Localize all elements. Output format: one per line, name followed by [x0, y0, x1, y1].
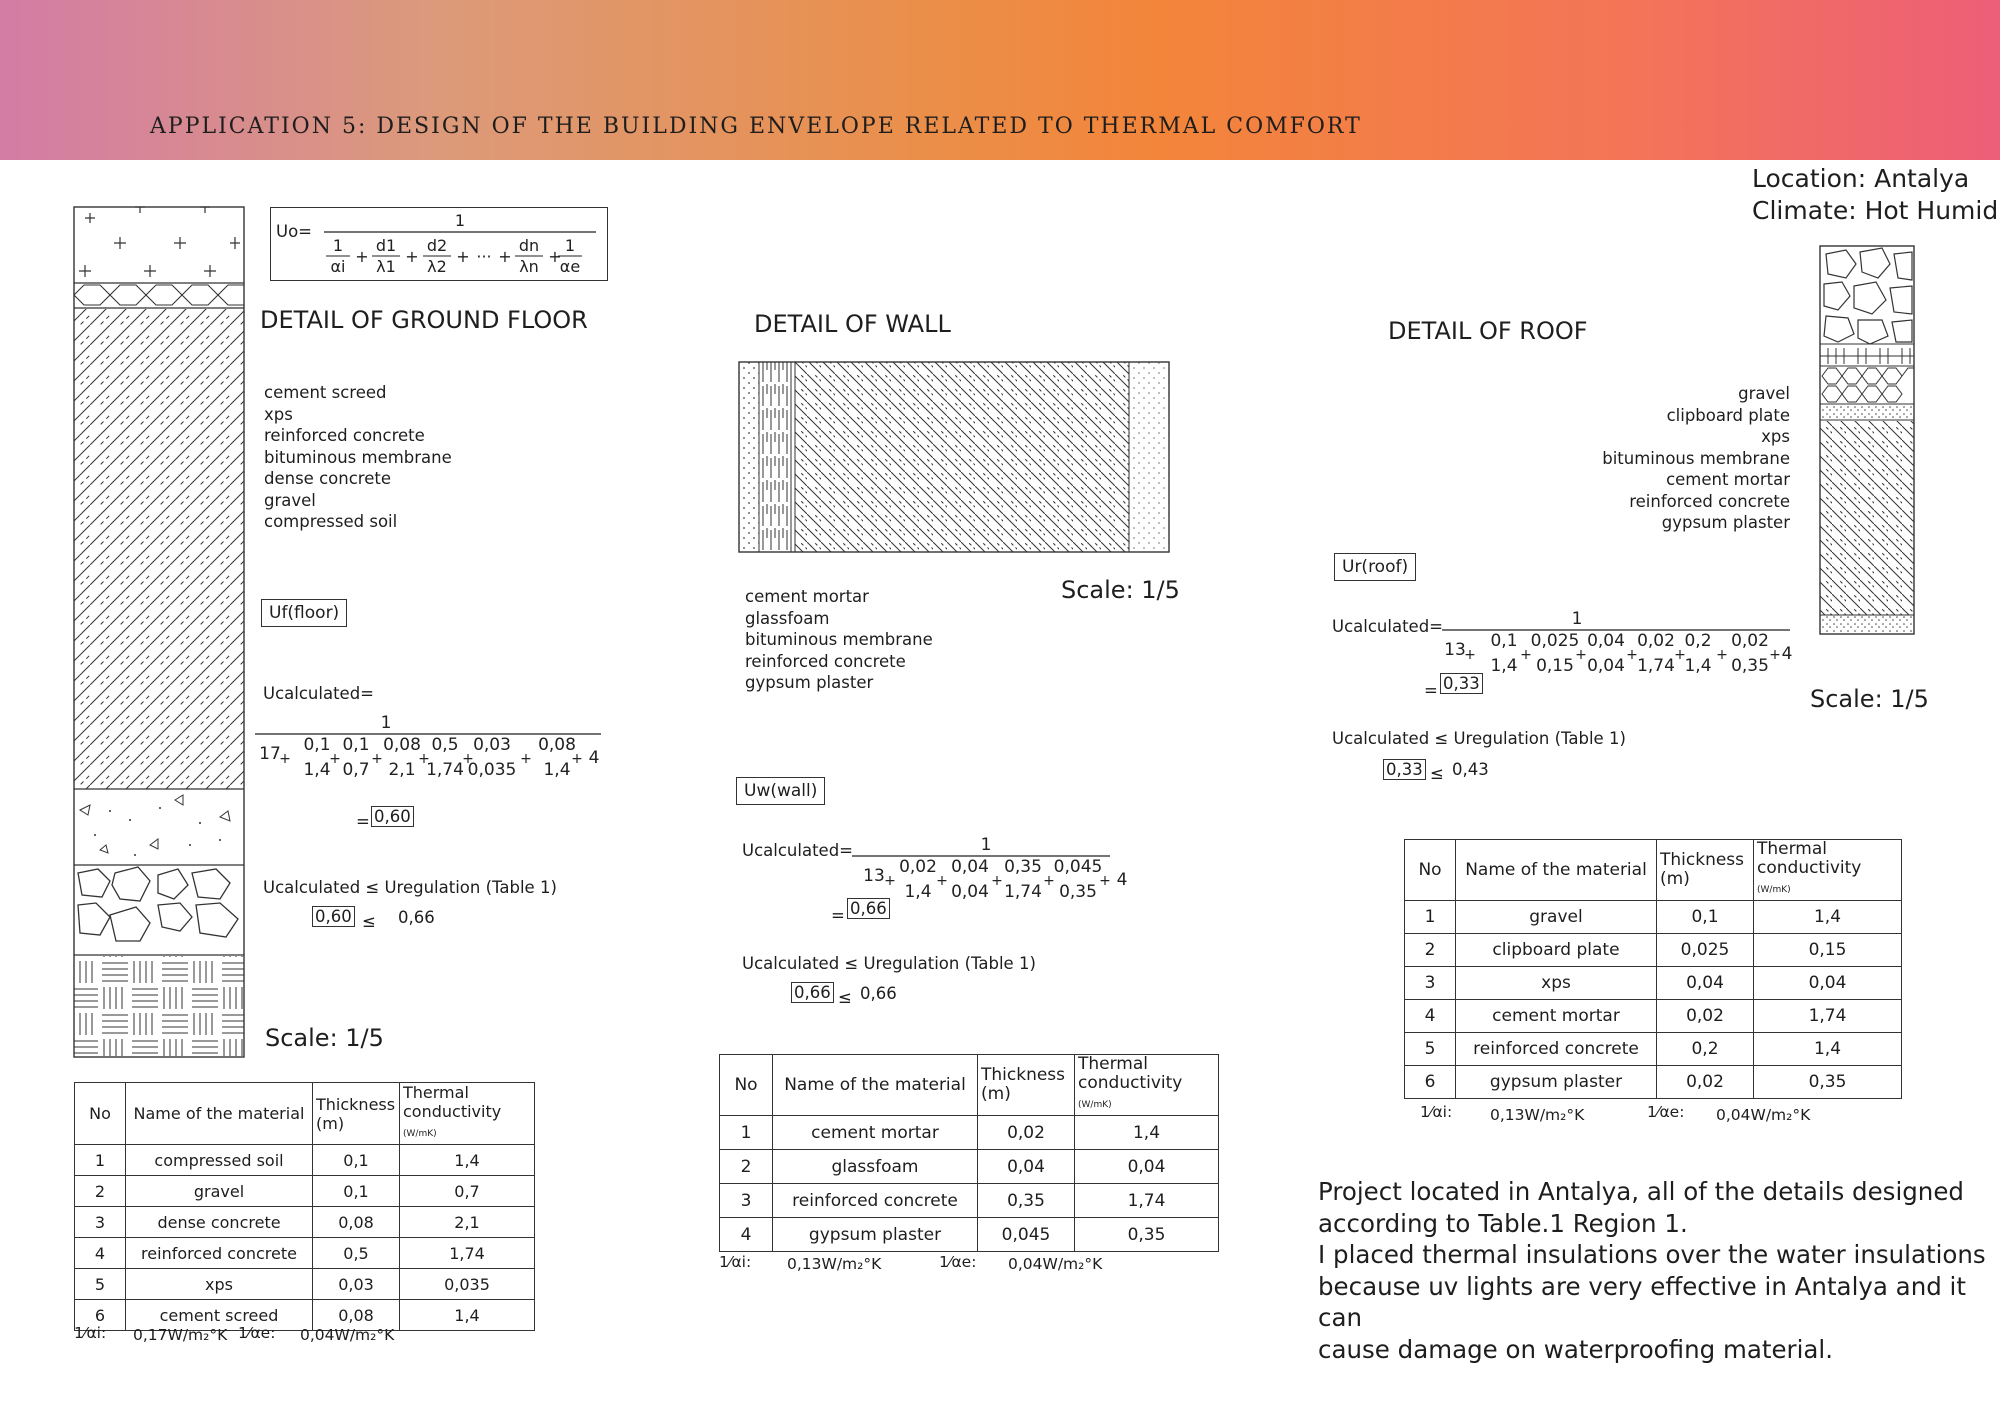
table-cell: 0,035 [400, 1269, 535, 1300]
roof-u-label: Ur(roof) [1334, 553, 1416, 581]
floor-eq-numerator: 1 [380, 713, 392, 733]
table-cell: 6 [1405, 1066, 1456, 1099]
roof-ae-value: 0,04W/m₂°K [1716, 1106, 1811, 1124]
roof-ae-label: 1⁄αe: [1647, 1103, 1685, 1121]
table-row [720, 1150, 1219, 1184]
table-cell: gravel [126, 1176, 313, 1207]
table-cell: 1,74 [1075, 1184, 1219, 1218]
table-cell: 0,5 [313, 1238, 400, 1269]
wall-ai-label: 1⁄αi: [719, 1253, 752, 1271]
wall-compare-label: Ucalculated ≤ Uregulation (Table 1) [742, 954, 1036, 973]
wall-regulation: 0,66 [860, 984, 897, 1003]
table-row [75, 1269, 535, 1300]
table-cell: 0,1 [313, 1176, 400, 1207]
formula-term-2-num: d1 [375, 236, 397, 255]
roof-eq-d2: 0,15 [1536, 656, 1574, 676]
table-cell: 0,02 [1657, 1066, 1754, 1099]
table-cell: 5 [1405, 1033, 1456, 1066]
table-cell: compressed soil [126, 1145, 313, 1176]
table-cell: reinforced concrete [1456, 1033, 1657, 1066]
note-line: because uv lights are very effective in Antalya and it can [1318, 1271, 1966, 1332]
wall-eq-d4: 0,35 [1059, 882, 1097, 902]
roof-result-equals: = [1424, 681, 1438, 700]
table-cell: 0,1 [313, 1145, 400, 1176]
unit-label: (W/mK) [403, 1129, 437, 1139]
table-cell: 0,08 [313, 1207, 400, 1238]
floor-ai-value: 0,17W/m₂°K [133, 1326, 228, 1344]
table-row [720, 1218, 1219, 1252]
table-cell: 6 [75, 1300, 126, 1331]
floor-eq-constant: 17 [259, 744, 281, 764]
wall-eq-n1: 0,02 [899, 857, 937, 877]
col-header-thickness: Thickness (m) [978, 1055, 1075, 1116]
wall-eq-d1: 1,4 [904, 882, 932, 902]
table-row [75, 1238, 535, 1269]
wall-result-equals: = [831, 906, 845, 925]
svg-text:+: + [1043, 873, 1055, 889]
svg-text:+: + [884, 873, 896, 889]
roof-section-drawing [1818, 244, 1918, 636]
wall-eq-n3: 0,35 [1004, 857, 1042, 877]
col-header-no: No [720, 1055, 773, 1116]
roof-eq-constant: 13 [1444, 640, 1466, 660]
floor-u-label: Uf(floor) [261, 599, 347, 627]
roof-eq-n3: 0,04 [1587, 631, 1625, 651]
formula-plus: + [355, 247, 369, 266]
col-header-name: Name of the material [773, 1055, 978, 1116]
wall-section-drawing [737, 360, 1173, 556]
climate-label: Climate: Hot Humid [1752, 196, 1999, 225]
table-row [75, 1207, 535, 1238]
project-note [1318, 1176, 2000, 1365]
roof-material-table [1404, 839, 1902, 1099]
wall-ae-label: 1⁄αe: [939, 1253, 977, 1271]
col-header-thickness: Thickness (m) [1657, 840, 1754, 901]
note-line: I placed thermal insulations over the water insulations [1318, 1240, 1986, 1269]
table-cell: glassfoam [773, 1150, 978, 1184]
wall-layer: reinforced concrete [745, 651, 906, 671]
floor-layer: cement screed [264, 383, 387, 402]
table-cell: reinforced concrete [126, 1238, 313, 1269]
roof-layer: bituminous membrane [1602, 448, 1790, 468]
formula-term-3-num: d2 [426, 236, 448, 255]
wall-eq-n2: 0,04 [951, 857, 989, 877]
svg-text:+: + [936, 873, 948, 889]
roof-result: 0,33 [1440, 673, 1483, 694]
roof-regulation: 0,43 [1452, 760, 1489, 779]
table-cell: 2,1 [400, 1207, 535, 1238]
formula-plus: + [456, 247, 470, 266]
table-cell: 0,08 [313, 1300, 400, 1331]
roof-compare-value: 0,33 [1383, 759, 1426, 780]
table-cell: 4 [1405, 1000, 1456, 1033]
svg-text:+: + [371, 751, 383, 767]
table-cell: 0,03 [313, 1269, 400, 1300]
roof-ucalc-label: Ucalculated= [1332, 617, 1443, 636]
floor-result-equals: = [356, 812, 370, 831]
svg-text:+: + [1520, 647, 1532, 663]
table-cell: 0,35 [1754, 1066, 1902, 1099]
table-cell: xps [126, 1269, 313, 1300]
table-cell: 0,045 [978, 1218, 1075, 1252]
wall-scale: Scale: 1/5 [1061, 576, 1180, 604]
table-cell: 2 [1405, 934, 1456, 967]
table-cell: 1 [1405, 901, 1456, 934]
table-cell: clipboard plate [1456, 934, 1657, 967]
wall-eq-numerator: 1 [980, 835, 992, 855]
svg-text:+: + [571, 751, 583, 767]
floor-eq-tail: 4 [588, 748, 600, 768]
roof-compare-label: Ucalculated ≤ Uregulation (Table 1) [1332, 729, 1626, 748]
roof-eq-n5: 0,2 [1684, 631, 1712, 651]
roof-layer-list [1540, 383, 1790, 534]
table-cell: 0,35 [978, 1184, 1075, 1218]
roof-layer: gypsum plaster [1661, 513, 1790, 532]
floor-compare-sign: ≤ [362, 912, 376, 931]
formula-term-n-den: λn [519, 257, 539, 276]
formula-term-n-num: dn [518, 236, 540, 255]
table-cell: cement mortar [773, 1116, 978, 1150]
wall-layer: glassfoam [745, 608, 830, 628]
table-cell: 2 [75, 1176, 126, 1207]
floor-eq-n1: 0,1 [303, 735, 331, 755]
table-cell: 3 [75, 1207, 126, 1238]
svg-text:+: + [462, 751, 474, 767]
floor-layer: compressed soil [264, 512, 398, 531]
table-cell: 1,4 [1754, 901, 1902, 934]
wall-eq-d3: 1,74 [1004, 882, 1042, 902]
floor-eq-d1: 1,4 [303, 760, 331, 780]
floor-eq-d6: 1,4 [543, 760, 571, 780]
wall-eq-d2: 0,04 [951, 882, 989, 902]
unit-label: (W/mK) [1078, 1100, 1112, 1110]
col-header-conductivity: Thermal conductivity (W/mK) [400, 1083, 535, 1145]
table-cell: gravel [1456, 901, 1657, 934]
table-cell: 0,025 [1657, 934, 1754, 967]
table-cell: reinforced concrete [773, 1184, 978, 1218]
svg-text:+: + [1769, 647, 1781, 663]
floor-material-table [74, 1082, 535, 1331]
floor-compare-label: Ucalculated ≤ Uregulation (Table 1) [263, 878, 557, 897]
floor-eq-n2: 0,1 [342, 735, 370, 755]
table-row [1405, 901, 1902, 934]
table-row [1405, 1066, 1902, 1099]
svg-text:+: + [279, 751, 291, 767]
table-cell: 1,74 [400, 1238, 535, 1269]
wall-ai-value: 0,13W/m₂°K [787, 1255, 882, 1273]
svg-text:+: + [520, 751, 532, 767]
table-cell: 4 [75, 1238, 126, 1269]
roof-eq-d6: 0,35 [1731, 656, 1769, 676]
table-row [1405, 1000, 1902, 1033]
roof-layer: xps [1761, 427, 1790, 446]
roof-eq-n1: 0,1 [1490, 631, 1518, 651]
wall-heading: DETAIL OF WALL [754, 310, 951, 338]
note-line: according to Table.1 Region 1. [1318, 1208, 1688, 1238]
wall-layer: bituminous membrane [745, 630, 933, 649]
note-line: cause damage on waterproofing material. [1318, 1334, 1834, 1364]
floor-layer: gravel [264, 490, 316, 510]
table-cell: 0,2 [1657, 1033, 1754, 1066]
formula-numerator: 1 [454, 211, 466, 230]
table-cell: xps [1456, 967, 1657, 1000]
table-cell: 0,02 [978, 1116, 1075, 1150]
table-cell: 0,04 [1075, 1150, 1219, 1184]
col-header-name: Name of the material [126, 1083, 313, 1145]
roof-layer: gravel [1738, 384, 1790, 403]
wall-material-table [719, 1054, 1219, 1252]
col-header-conductivity: Thermal conductivity (W/mK) [1075, 1055, 1219, 1116]
wall-compare-value: 0,66 [791, 982, 834, 1003]
table-cell: 1 [75, 1145, 126, 1176]
floor-ae-label: 1⁄αe: [238, 1324, 276, 1342]
floor-layer: xps [264, 404, 293, 424]
floor-heading: DETAIL OF GROUND FLOOR [260, 306, 588, 334]
roof-compare-sign: ≤ [1430, 764, 1444, 783]
table-cell: 0,7 [400, 1176, 535, 1207]
table-row [720, 1116, 1219, 1150]
table-row [75, 1176, 535, 1207]
table-row [1405, 934, 1902, 967]
svg-text:+: + [1674, 647, 1686, 663]
floor-ucalc-label: Ucalculated= [263, 684, 374, 703]
table-cell: 0,02 [1657, 1000, 1754, 1033]
floor-eq-d5: 0,035 [467, 760, 517, 780]
table-cell: gypsum plaster [1456, 1066, 1657, 1099]
table-cell: 0,04 [1754, 967, 1902, 1000]
floor-compare-value: 0,60 [312, 906, 355, 927]
wall-u-equation [850, 830, 1140, 905]
table-cell: 1 [720, 1116, 773, 1150]
roof-layer: cement mortar [1666, 470, 1790, 489]
formula-plus: + [498, 247, 512, 266]
wall-compare-sign: ≤ [838, 988, 852, 1007]
wall-eq-n4: 0,045 [1053, 857, 1103, 877]
floor-eq-d4: 1,74 [426, 760, 464, 780]
wall-u-label: Uw(wall) [736, 777, 825, 805]
formula-lhs: Uo= [276, 222, 312, 241]
roof-ai-label: 1⁄αi: [1420, 1103, 1453, 1121]
wall-ae-value: 0,04W/m₂°K [1008, 1255, 1103, 1273]
table-cell: 1,74 [1754, 1000, 1902, 1033]
table-cell: 1,4 [400, 1145, 535, 1176]
floor-layer: dense concrete [264, 469, 391, 488]
floor-ae-value: 0,04W/m₂°K [300, 1326, 395, 1344]
roof-eq-n2: 0,025 [1530, 631, 1580, 651]
ground-floor-section-drawing [70, 205, 250, 1060]
roof-eq-d4: 1,74 [1637, 656, 1675, 676]
floor-eq-n3: 0,08 [383, 735, 421, 755]
roof-eq-d5: 1,4 [1684, 656, 1712, 676]
floor-ai-label: 1⁄αi: [74, 1324, 107, 1342]
formula-plus: + [405, 247, 419, 266]
table-cell: 1,4 [1754, 1033, 1902, 1066]
wall-layer: cement mortar [745, 587, 869, 606]
table-cell: 0,04 [1657, 967, 1754, 1000]
floor-eq-d3: 2,1 [388, 760, 416, 780]
table-cell: 0,04 [978, 1150, 1075, 1184]
formula-term-2-den: λ1 [376, 257, 396, 276]
roof-eq-n4: 0,02 [1637, 631, 1675, 651]
floor-eq-n5: 0,03 [473, 735, 511, 755]
table-cell: 1,4 [1075, 1116, 1219, 1150]
col-header-no: No [1405, 840, 1456, 901]
unit-label: (W/mK) [1757, 885, 1791, 895]
note-line: Project located in Antalya, all of the details designed [1318, 1177, 1964, 1206]
svg-text:+: + [329, 751, 341, 767]
wall-ucalc-label: Ucalculated= [742, 841, 853, 860]
roof-eq-numerator: 1 [1571, 609, 1583, 629]
floor-eq-d2: 0,7 [342, 760, 370, 780]
floor-layer: bituminous membrane [264, 447, 452, 467]
table-cell: cement screed [126, 1300, 313, 1331]
floor-u-equation [255, 708, 615, 788]
wall-eq-tail: 4 [1116, 870, 1128, 890]
page-title: APPLICATION 5: DESIGN OF THE BUILDING ENVELOPE RELATED TO THERMAL COMFORT [150, 114, 1362, 139]
table-cell: gypsum plaster [773, 1218, 978, 1252]
svg-text:+: + [1626, 647, 1638, 663]
roof-eq-d1: 1,4 [1490, 656, 1518, 676]
floor-regulation: 0,66 [398, 908, 435, 927]
table-cell: 3 [720, 1184, 773, 1218]
table-row [1405, 967, 1902, 1000]
roof-ai-value: 0,13W/m₂°K [1490, 1106, 1585, 1124]
table-cell: 4 [720, 1218, 773, 1252]
svg-text:+: + [1099, 873, 1111, 889]
wall-eq-constant: 13 [863, 866, 885, 886]
table-cell: 1,4 [400, 1300, 535, 1331]
formula-term-1-den: αi [330, 257, 346, 276]
formula-term-3-den: λ2 [427, 257, 447, 276]
table-cell: dense concrete [126, 1207, 313, 1238]
roof-heading: DETAIL OF ROOF [1388, 317, 1588, 345]
roof-scale: Scale: 1/5 [1810, 685, 1929, 713]
floor-layer: reinforced concrete [264, 426, 425, 445]
col-header-name: Name of the material [1456, 840, 1657, 901]
svg-text:+: + [1464, 647, 1476, 663]
svg-text:+: + [1716, 647, 1728, 663]
roof-u-equation [1440, 604, 1795, 679]
table-cell: 0,15 [1754, 934, 1902, 967]
table-cell: 5 [75, 1269, 126, 1300]
table-cell: 2 [720, 1150, 773, 1184]
floor-result: 0,60 [371, 806, 414, 827]
formula-term-1-num: 1 [332, 236, 344, 255]
floor-eq-n4: 0,5 [431, 735, 459, 755]
table-row [75, 1145, 535, 1176]
formula-plus: + [548, 247, 562, 266]
floor-scale: Scale: 1/5 [265, 1024, 384, 1052]
floor-eq-n6: 0,08 [538, 735, 576, 755]
col-header-no: No [75, 1083, 126, 1145]
wall-layer-list [745, 586, 933, 694]
location-label: Location: Antalya [1752, 164, 1970, 193]
table-cell: 0,1 [1657, 901, 1754, 934]
col-header-thickness: Thickness (m) [313, 1083, 400, 1145]
wall-result: 0,66 [847, 898, 890, 919]
svg-text:+: + [1575, 647, 1587, 663]
formula-dots: ··· [476, 247, 492, 266]
formula-term-e-num: 1 [564, 236, 576, 255]
roof-eq-n6: 0,02 [1731, 631, 1769, 651]
table-cell: cement mortar [1456, 1000, 1657, 1033]
table-cell: 3 [1405, 967, 1456, 1000]
roof-eq-d3: 0,04 [1587, 656, 1625, 676]
wall-layer: gypsum plaster [745, 673, 874, 692]
svg-text:+: + [991, 873, 1003, 889]
roof-layer: reinforced concrete [1629, 491, 1790, 511]
floor-layer-list [264, 382, 452, 533]
u-formula [320, 208, 600, 278]
table-row [720, 1184, 1219, 1218]
roof-eq-tail: 4 [1781, 644, 1793, 664]
svg-text:+: + [418, 751, 430, 767]
formula-term-e-den: αe [559, 257, 581, 276]
col-header-conductivity: Thermal conductivity (W/mK) [1754, 840, 1902, 901]
table-cell: 0,35 [1075, 1218, 1219, 1252]
roof-layer: clipboard plate [1666, 405, 1790, 425]
table-row [1405, 1033, 1902, 1066]
